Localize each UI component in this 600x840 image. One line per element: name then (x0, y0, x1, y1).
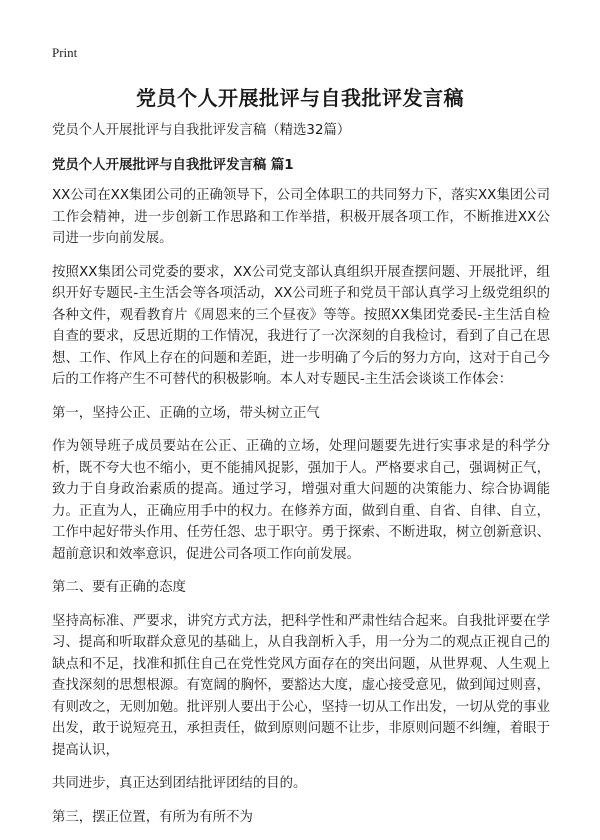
paragraph: 共同进步，真正达到团结批评团结的目的。 (52, 776, 307, 791)
section-heading: 第二、要有正确的态度 (52, 580, 186, 595)
paragraph: 按照XX集团公司党委的要求，XX公司党支部认真组织开展查摆问题、开展批评，组织开好专题民-主生活会等各项活动，XX公司班子和党员干部认真学习上级党组织的各种文件，观看教育片《周恩来的三个昼夜》等等。按照XX集团党委民-主生活自检自查的要求，反思近期的工作情况，我进行了一次深刻的自我检讨，看到了自己在思想、工作、作风上存在的问题和差距，进一步明确了今后的努力方向，这对于自己今后的工作将产生不可替代的积极影响。本人对专题民-主生活会谈谈工作体会： (52, 264, 550, 387)
section-heading: 第一，坚持公正、正确的立场，带头树立正气 (52, 405, 320, 421)
document-body (52, 120, 550, 840)
article-heading: 党员个人开展批评与自我批评发言稿 篇1 (52, 157, 294, 173)
paragraph: 坚持高标准、严要求，讲究方式方法，把科学性和严肃性结合起来。自我批评要在学习、提高和听取群众意见的基础上，从自我剖析入手，用一分为二的观点正视自己的缺点和不足，找准和抓住自己在党性党风方面存在的突出问题，从世界观、人生观上查找深刻的思想根源。有宽阔的胸怀，要豁达大度，虚心接受意见，做到闻过则喜，有则改之，无则加勉。批评别人要出于公心，坚持一切从工作出发，一切从党的事业出发，敢于说短亮丑，承担责任，做到原则问题不让步，非原则问题不纠缠，着眼于提高认识， (52, 613, 550, 758)
document-subtitle: 党员个人开展批评与自我批评发言稿（精选32篇） (52, 123, 351, 138)
section-heading: 第三，摆正位置，有所为有所不为 (52, 809, 253, 825)
document-title: 党员个人开展批评与自我批评发言稿 (136, 86, 464, 110)
paragraph: 作为领导班子成员要站在公正、正确的立场，处理问题要先进行实事求是的科学分析，既不夸大也不缩小，更不能捕风捉影，强加于人。严格要求自己，强调树正气，致力于自身政治素质的提高。通过学习，增强对重大问题的决策能力、综合协调能力。正直为人，正确应用手中的权力。在修养方面，做到自重、自省、自律、自立，工作中起好带头作用、任劳任怨、忠于职守。勇于探索、不断进取，树立创新意识、超前意识和效率意识，促进公司各项工作向前发展。 (52, 439, 550, 562)
paragraph: XX公司在XX集团公司的正确领导下，公司全体职工的共同努力下，落实XX集团公司工作会精神，进一步创新工作思路和工作举措，积极开展各项工作，不断推进XX公司进一步向前发展。 (52, 188, 550, 246)
print-link[interactable]: Print (52, 45, 78, 60)
